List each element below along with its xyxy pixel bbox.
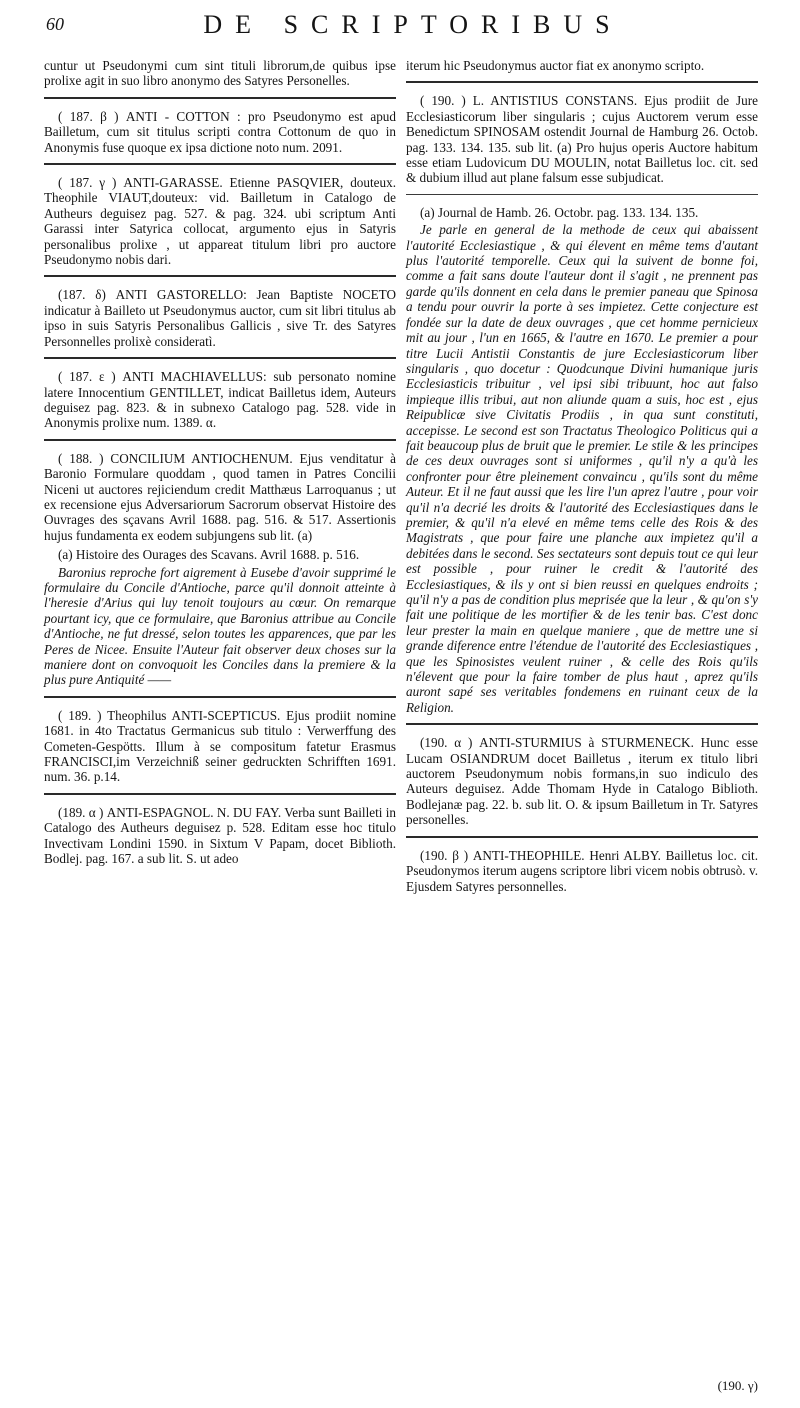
divider bbox=[44, 357, 396, 359]
footnote-text: Je parle en general de la methode de ceux qui abaissent l'autorité Ecclesiastique , & qui élevent en même tems d'autant plus l'autorité temporelle. Ceux qui la suivent de bonne foi, comme a fait sans doute l'auteur dont il s'agit , ne prennent pas garde qu'ils donnent en cela dans le premier paneau que Spinosa a tendu pour ouvrir la porte à ses impietez. Cette conjecture est fondée sur la date de deux ouvrages , que cet homme pernicieux mit au jour , l'un en 1665, & l'autre en 1670. Le premier a pour titre Lucii Antistii Constantis de jure Ecclesiasticorum liber singularis , quo docetur : Quodcunque Divini humanique juris Ecclesiasticis tribuitur , vel ipsi sibi tribuunt, hoc aut falso impieque illis tribui, aut non aliunde quam a suis, hoc est , ejus Reipublicæ sive Civitatis Prodiis , in qua sunt constituti, accepisse. Le second est son Tractatus Theologico Politicus qui a fait beaucoup plus de bruit que le premier. Le stile & les principes de ces deux ouvrages sont si uniformes , qu'il n'y a qu'à les confronter pour être pleinement convaincu , qu'ils sont du même Auteur. Et il ne faut aussi que les lire l'un aprez l'autre , pour voir qu'il n'a decrié les droits & l'autorité des Ecclesiastiques dans le premier, & qu'il n'a elevé en même tems celle des Rois & des Magistrats , que pour faire une planche aux impietez qu'il a debitées dans le second. Ses sectateurs sont depuis tout ce qui leur est possible , pour ruiner le credit & l'autorité des Ecclesiastiques, & ils y ont si bien reussi en quelques endroits ; qu'il n'y a pas de condition plus meprisée que la leur , & qu'on s'y fait une politique de les mortifier & de les tenir bas. C'est donc leur prester la main en quelque maniere , que de mettre une si grande diference entre l'étendue de l'autorité des Ecclesiastiques , que les Spinosistes veulent ruiner , & celle des Rois qu'ils n'élevent que pour la faire tomber de plus haut , aprez qu'ils auront sapé ses veritables fondemens en ruinant ceux de la Religion. bbox=[406, 222, 758, 715]
left-column bbox=[44, 58, 396, 868]
divider bbox=[44, 696, 396, 698]
entry-190: ( 190. ) L. ANTISTIUS CONSTANS. Ejus prodiit de Jure Ecclesiasticorum liber singularis ; cujus Auctorem verum esse Benedictum SPINOSAM ostendit Journal de Hamburg 26. Octob. pag. 133. 134. 135. sub lit. (a) Pro hujus operis Auctore habitum esse etiam Ludovicum DU MOULIN, notat Bailletus loc. cit. sed & dubium illud aut plane falsum esse subjudicat. bbox=[406, 93, 758, 186]
divider bbox=[44, 439, 396, 441]
entry-187-beta: ( 187. β ) ANTI - COTTON : pro Pseudonymo est apud Bailletum, cum sit titulus scripti contra Cottonum de quo in Anonymis fuse quoque ex ipsa dictione noto num. 2091. bbox=[44, 108, 396, 155]
entry-187-epsilon: ( 187. ε ) ANTI MACHIAVELLUS: sub personato nomine latere Innocentium GENTILLET, indicat Bailletus idem, Auteurs deguisez pag. 823. & in subnexo Catalogo pag. 528. vide in Anonymis prolixe num. 1389. α. bbox=[44, 369, 396, 431]
divider bbox=[406, 836, 758, 838]
divider bbox=[406, 194, 758, 195]
entry-190-beta: (190. β ) ANTI-THEOPHILE. Henri ALBY. Bailletus loc. cit. Pseudonymos iterum augens scriptore libri vicem nobis obtrusò. v. Ejusdem Satyres personnelles. bbox=[406, 847, 758, 894]
entry-189: ( 189. ) Theophilus ANTI-SCEPTICUS. Ejus prodiit nomine 1681. in 4to Tractatus Germanicus sub titulo : Verwerffung des Cometen-Gespötts. Illum à se compositum fatetur Erasmus FRANCISCI,im Verzeichniß seiner gedruckten Schrifften 1691. num. 36. p.14. bbox=[44, 707, 396, 785]
divider bbox=[406, 723, 758, 725]
entry-188: ( 188. ) CONCILIUM ANTIOCHENUM. Ejus venditatur à Baronio Formulare quoddam , quod tamen in Patres Concilii Niceni ut auctores rejiciendum credit Matthæus Larroquanus ; ut ex recensione ejus Adversariorum Sacrorum observat Histoire des Ouvrages des sçavans Avril 1688. pag. 516. & 517. Assertionis hujus fundamenta ex eodem subjungens sub lit. (a) bbox=[44, 450, 396, 543]
footnote-text: Baronius reproche fort aigrement à Eusebe d'avoir supprimé le formulaire du Concile d'Antioche, parce qu'il donnoit atteinte à l'heresie d'Arius qui luy tenoit toujours au cœur. On remarque pourtant icy, que ce formulaire, que Baronius attribue au Concile d'Antioche, ne fut dressé, selon toutes les apparences, que par les Peres de Nicee. Ensuite l'Auteur fait observer deux choses sur la maniere dont on convoquoit les Conciles dans la premiere & la plus pure Antiquité —— bbox=[44, 564, 396, 688]
page-number: 60 bbox=[46, 14, 64, 34]
intro-text: cuntur ut Pseudonymi cum sint tituli librorum,de quibus ipse prolixe agit in suo libro anonymo des Satyres Personelles. bbox=[44, 58, 396, 89]
footnote-heading: (a) Histoire des Ourages des Scavans. Avril 1688. p. 516. bbox=[58, 547, 360, 563]
footnote-heading: (a) Journal de Hamb. 26. Octobr. pag. 133. 134. 135. bbox=[420, 204, 699, 220]
footnote-a-right bbox=[406, 205, 758, 715]
catchword: (190. γ) bbox=[717, 1378, 758, 1393]
divider bbox=[44, 275, 396, 277]
entry-187-delta: (187. δ) ANTI GASTORELLO: Jean Baptiste NOCETO indicatur à Bailleto ut Pseudonymus auctor, cum sit libri titulus ab ipso in suis Satyris Personalibus Gallicis , sive Tr. des Satyres Personnelles prolixè consideratì. bbox=[44, 287, 396, 349]
continuation-text: iterum hic Pseudonymus auctor fiat ex anonymo scripto. bbox=[406, 58, 705, 73]
divider bbox=[406, 81, 758, 83]
entry-187-gamma: ( 187. γ ) ANTI-GARASSE. Etienne PASQVIER, douteux. Theophile VIAUT,douteux: vid. Bailletum in Catalogo de Autheurs deguisez pag. 527. & pag. 324. ubi scriptum Anti Garassi inter Satyrica collocat, argumento ejus in Satyris personalibus prolixe , ut appareat titulum libri pro auctore Pseudonymo nobis dari. bbox=[44, 175, 396, 268]
right-column bbox=[406, 58, 758, 896]
divider bbox=[44, 97, 396, 99]
footnote-a-left bbox=[44, 547, 396, 688]
page-header bbox=[46, 10, 760, 40]
running-title: DE SCRIPTORIBUS bbox=[203, 10, 623, 39]
divider bbox=[44, 793, 396, 795]
entry-189-alpha: (189. α ) ANTI-ESPAGNOL. N. DU FAY. Verba sunt Bailleti in Catalogo des Autheurs deguisez p. 528. Editam esse hoc titulo Invectivam Londini 1590. in Sixtum V Papam, docet Biblioth. Bodlej. pag. 167. a sub lit. S. ut adeo bbox=[44, 804, 396, 867]
entry-190-alpha: (190. α ) ANTI-STURMIUS à STURMENECK. Hunc esse Lucam OSIANDRUM docet Bailletus , iterum ex titulo libri auctorem Pseudonymum nobis formans,in suo indiculo des Auteurs deguisez. Adde Thomam Hyde in Catalogo Biblioth. Bodlejanæ pag. 22. b. sub lit. O. & ipsum Bailletum in Tr. Satyres personelles. bbox=[406, 735, 758, 828]
divider bbox=[44, 163, 396, 165]
